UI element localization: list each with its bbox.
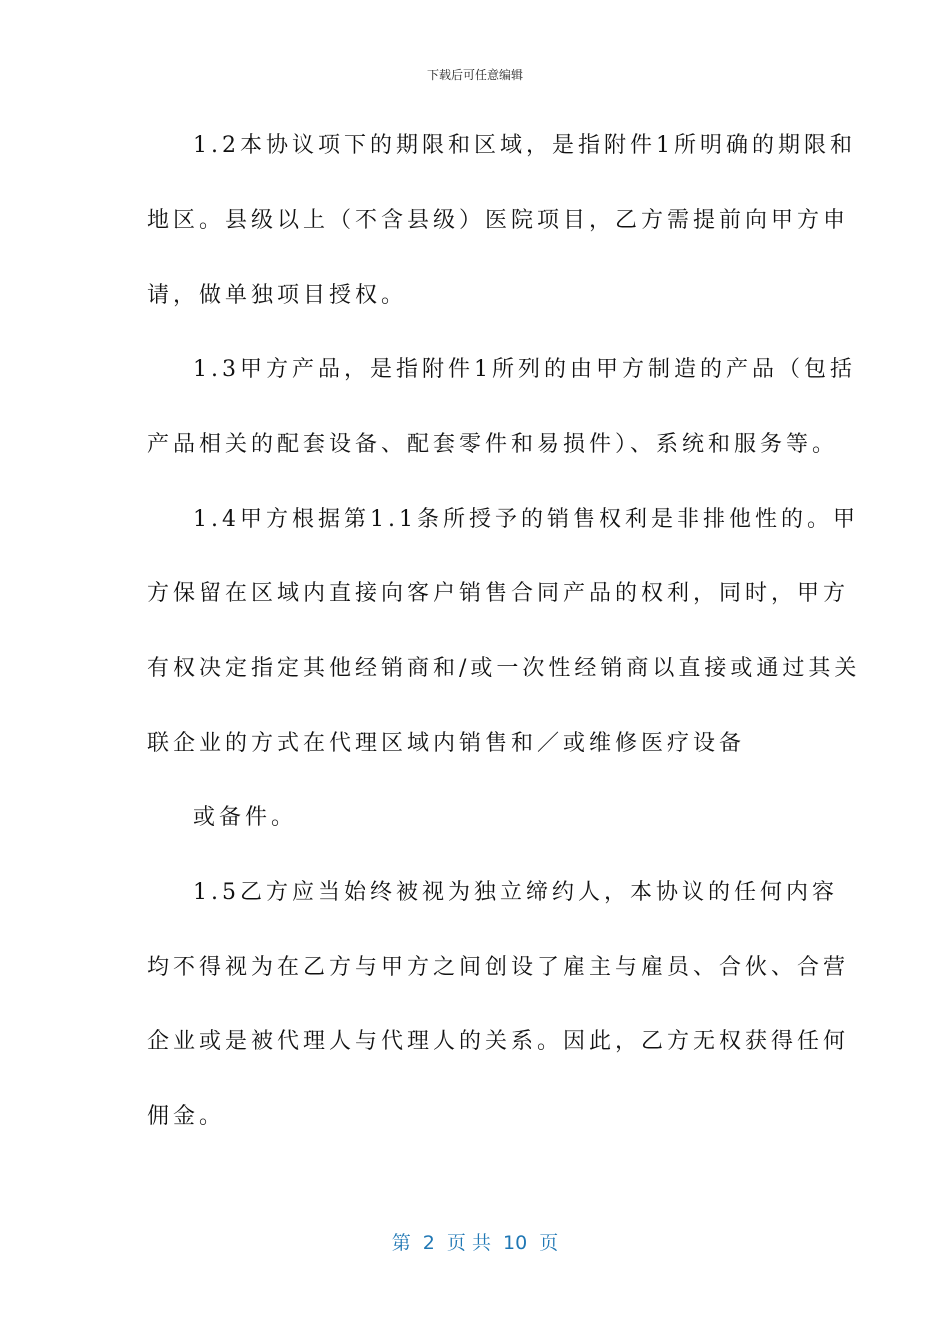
paragraph-line: 有权决定指定其他经销商和/或一次性经销商以直接或通过其关 xyxy=(147,656,861,681)
paragraph-line: 请，做单独项目授权。 xyxy=(147,283,408,308)
paragraph-line: 方保留在区域内直接向客户销售合同产品的权利，同时，甲方 xyxy=(147,581,850,606)
download-note: 下载后可任意编辑 xyxy=(426,68,523,82)
paragraph-line: 1.5乙方应当始终被视为独立缔约人，本协议的任何内容 xyxy=(193,880,838,905)
paragraph-line: 佣金。 xyxy=(147,1104,226,1129)
paragraph-line: 1.3甲方产品，是指附件1所列的由甲方制造的产品（包括 xyxy=(193,357,856,382)
paragraph-line: 均不得视为在乙方与甲方之间创设了雇主与雇员、合伙、合营 xyxy=(147,955,850,980)
paragraph-line: 联企业的方式在代理区域内销售和／或维修医疗设备 xyxy=(147,731,746,756)
paragraph-line: 产品相关的配套设备、配套零件和易损件）、系统和服务等。 xyxy=(147,432,839,457)
paragraph-line: 地区。县级以上（不含县级）医院项目，乙方需提前向甲方申 xyxy=(147,208,850,233)
page-number: 第 2 页 共 10 页 xyxy=(391,1232,559,1254)
paragraph-line: 企业或是被代理人与代理人的关系。因此，乙方无权获得任何 xyxy=(147,1029,850,1054)
paragraph-line: 1.2本协议项下的期限和区域，是指附件1所明确的期限和 xyxy=(193,133,856,158)
paragraph-line: 或备件。 xyxy=(193,805,298,830)
paragraph-line: 1.4甲方根据第1.1条所授予的销售权利是非排他性的。甲 xyxy=(193,507,859,532)
